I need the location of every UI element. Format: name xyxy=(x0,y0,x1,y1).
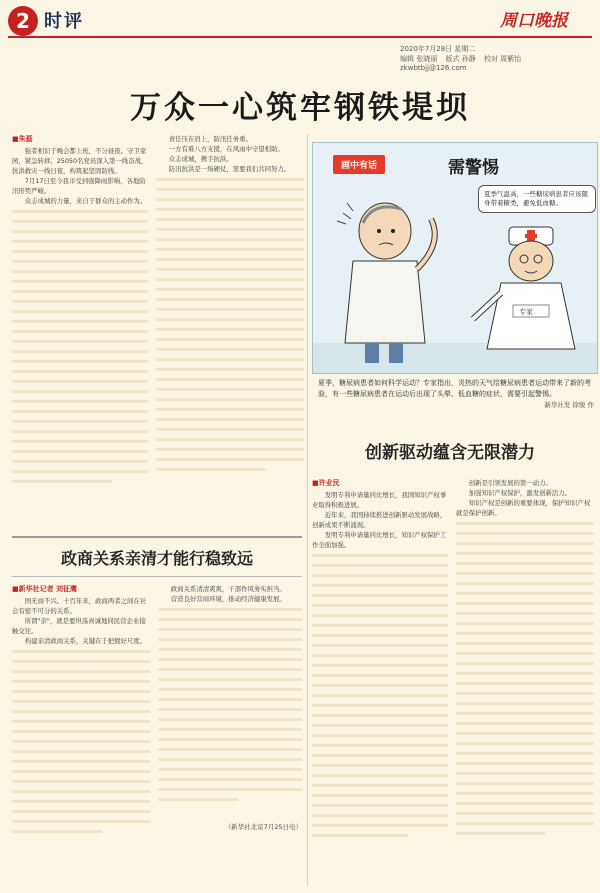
third-source: （新华社北京7月25日电） xyxy=(224,823,302,831)
second-col2 xyxy=(456,478,594,886)
main-byline: ■朱磊 xyxy=(12,135,33,143)
main-col2-p3: 众志成城，携手抗洪。 xyxy=(168,155,233,163)
second-col2-p2: 加强知识产权保护，激发创新活力。 xyxy=(468,489,572,497)
date-line: 2020年7月28日 星期二 xyxy=(400,45,476,53)
staff-line xyxy=(400,54,600,72)
main-col1-p2: 7月17日至今我市受到强降雨影响，各地防汛形势严峻。 xyxy=(12,177,146,195)
second-col1-p3: 发明专利申请量同比增长，知识产权保护工作全面加强。 xyxy=(312,531,447,549)
cartoon-caption-text: 夏季，糖尿病患者如何科学运动？专家指出，炎热的天气给糖尿病患者运动带来了新的考验，有一些糖尿病患者在运动后出现了头晕、低血糖的症状，需要引起警惕。 xyxy=(318,379,591,398)
third-col1-p1: 国无商不兴。十百年来，政商两者之间在社会有密不可分的关系。 xyxy=(12,597,147,615)
second-col2-p3: 知识产权是创新的重要体现，保护知识产权就是保护创新。 xyxy=(456,499,591,517)
main-col1-p3: 众志成城的力量，来自于群众的主动作为。 xyxy=(24,197,147,205)
cartoon-title: 需警惕 xyxy=(448,158,499,178)
cartoon-credit: 新华社发 徐骏 作 xyxy=(544,401,594,409)
staff-layout: 版式 孙静 xyxy=(445,55,476,63)
third-col1-p2: 所谓"亲"，就是要坦荡真诚地同民营企业接触交往。 xyxy=(12,617,146,635)
main-col2 xyxy=(156,134,304,526)
cartoon-caption xyxy=(318,378,594,411)
main-col1 xyxy=(12,146,148,526)
third-col1-body-text xyxy=(12,650,150,850)
staff-editor: 编辑 张晓丽 xyxy=(400,55,438,63)
main-col1-p1: 强者相识于晚会都上班，不分昼夜。守卫家园，紧急转移，25050名党员深入第一线奋战，抗洪救灾一线日夜，构筑起坚固防线。 xyxy=(12,147,148,175)
second-col1 xyxy=(312,490,448,886)
speech-bubble: 夏季气温高，一些糖尿病患者应该随身带着糖类，避免低血糖。 xyxy=(478,185,596,213)
cartoon-tag: 画中有话 xyxy=(333,155,385,174)
column-divider xyxy=(307,134,308,524)
third-col1-p3: 构建亲清政商关系，关键在于把握好尺度。 xyxy=(24,637,147,645)
third-headline: 政商关系亲清才能行稳致远 xyxy=(60,549,253,568)
second-col2-p1: 创新是引领发展的第一动力。 xyxy=(468,479,552,487)
main-col2-p4: 防汛抗洪是一场硬仗，需要我们共同努力。 xyxy=(168,165,291,173)
third-headline-box xyxy=(12,536,302,577)
third-col2-p2: 营造良好营商环境，推动经济健康发展。 xyxy=(170,595,286,603)
main-col2-body-text xyxy=(156,178,304,498)
second-byline: ■许业民 xyxy=(312,479,340,487)
doctor-label: 专家 xyxy=(519,308,533,316)
column-divider xyxy=(307,478,308,886)
staff-proof: 校对 周紫怡 xyxy=(483,55,522,63)
second-col1-p1: 发明专利申请量同比增长，我国知识产权事业取得积极进展。 xyxy=(312,491,447,509)
second-headline: 创新驱动蕴含无限潜力 xyxy=(365,443,535,463)
third-col2 xyxy=(158,584,302,886)
main-col2-p2: 一方有难八方支援，在风雨中守望相助。 xyxy=(168,145,284,153)
cartoon-illustration xyxy=(313,143,597,373)
main-headline: 万众一心筑牢钢铁堤坝 xyxy=(130,90,470,126)
third-byline: ■新华社记者 刘征鹰 xyxy=(12,585,78,593)
section-title: 时评 xyxy=(44,11,84,32)
third-col2-p1: 政商关系清清爽爽，干部作风务实担当。 xyxy=(170,585,286,593)
third-col1 xyxy=(12,596,150,886)
second-col2-body-text xyxy=(456,522,594,852)
doctor-figure xyxy=(473,227,575,349)
main-col2-p1: 责任压在肩上，防汛任务重。 xyxy=(168,135,252,143)
email: zkwbtbjj@126.com xyxy=(400,64,467,72)
second-col1-body-text xyxy=(312,554,448,854)
old-man-figure xyxy=(337,203,435,363)
newspaper-logo: 周口晚报 xyxy=(500,11,568,31)
second-col1-p2: 近年来，我国持续推进创新驱动发展战略，创新成果不断涌现。 xyxy=(312,511,447,529)
cartoon-panel xyxy=(312,142,598,374)
page-number-badge: 2 xyxy=(8,6,38,36)
third-col2-body-text xyxy=(158,608,302,818)
header-rule xyxy=(8,36,592,38)
main-col1-body-text xyxy=(12,210,148,500)
